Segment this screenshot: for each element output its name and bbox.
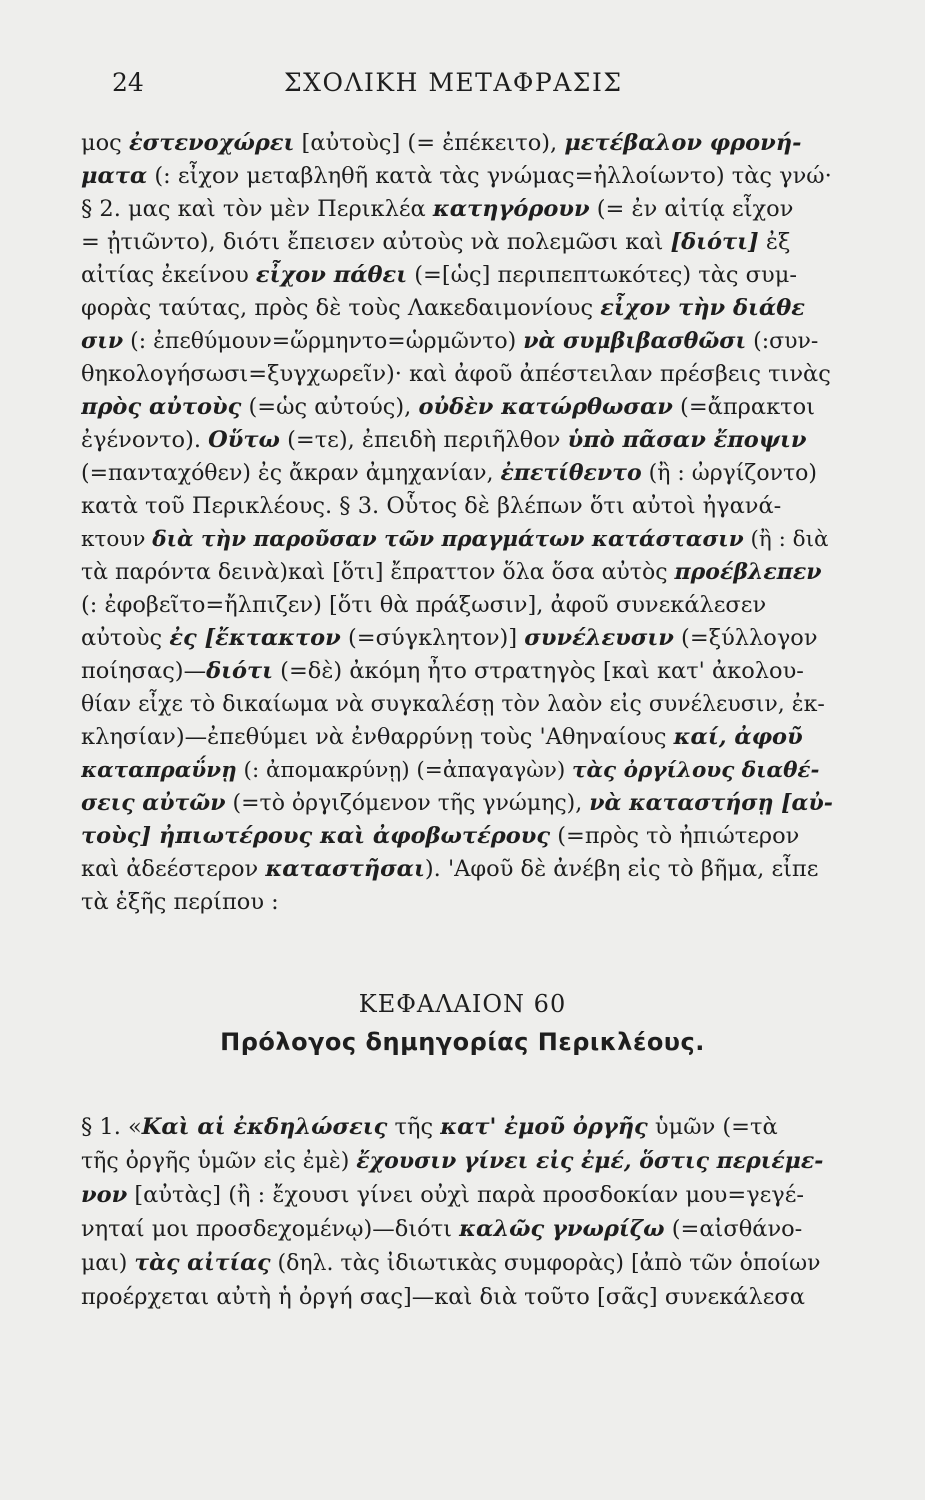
text-line [81, 755, 833, 786]
bold-italic-term: καί, ἀφοῦ [673, 724, 803, 750]
text-run: (δηλ. τὰς ἰδιωτικὰς συμφορὰς) [ἀπὸ τῶν ὁποίων [270, 1251, 821, 1276]
text-run: θηκολογήσωσι=ξυγχωρεῖν)· καὶ ἀφοῦ ἀπέστειλαν πρέσβεις τινὰς [81, 361, 831, 387]
text-run: (: ἐπεθύμουν=ὥρμηντο=ὡρμῶντο) [123, 329, 524, 354]
text-line [81, 359, 833, 390]
bold-italic-term: ἔχουσιν γίνει εἰς ἐμέ, ὅστις περιέμε- [356, 1148, 824, 1174]
text-run: αὐτοὺς [81, 625, 170, 651]
bold-italic-term: καταπραΰνῃ [81, 758, 237, 783]
text-line [81, 161, 833, 192]
text-run: [αὐτοὺς] (= ἐπέκειτο), [294, 130, 565, 156]
bold-italic-term: εἶχον τὴν διάθε [600, 295, 805, 321]
text-line [81, 1248, 833, 1279]
bold-italic-term: ἐπετίθεντο [500, 460, 642, 486]
text-line [81, 887, 833, 918]
text-line [81, 788, 833, 819]
bold-italic-term: σιν [81, 328, 124, 354]
text-run: τὰ ἑξῆς περίπου : [81, 889, 279, 915]
text-run: (=ξύλλογον [673, 625, 818, 651]
text-run: ). 'Αφοῦ δὲ ἀνέβη εἰς τὸ βῆμα, εἶπε [424, 856, 819, 882]
text-run: (: ἐφοβεῖτο=ἤλπιζεν) [ὅτι θὰ πράξωσιν], ἀφοῦ συνεκάλεσεν [81, 592, 767, 618]
text-run: § 2. μας καὶ τὸν μὲν Περικλέα [81, 196, 433, 222]
text-run: μος [81, 130, 129, 156]
text-run: κτουν [81, 527, 153, 552]
text-line [81, 128, 833, 159]
text-run: θίαν εἶχε τὸ δικαίωμα νὰ συγκαλέσῃ τὸν λαὸν εἰς συνέλευσιν, ἐκ- [81, 692, 825, 717]
text-run: [αὐτὰς] (ἢ : ἔχουσι γίνει οὐχὶ παρὰ προσδοκίαν μου=γεγέ- [127, 1182, 805, 1208]
text-line [81, 557, 833, 588]
text-line [81, 689, 833, 720]
chapter-subtitle: Πρόλογος δημηγορίας Περικλέους. [220, 1028, 705, 1056]
text-line [81, 722, 833, 753]
text-run: φορὰς ταύτας, πρὸς δὲ τοὺς Λακεδαιμονίους [81, 295, 601, 321]
text-run: (=τε), ἐπειδὴ περιῆλθον [279, 427, 568, 453]
bold-italic-term: νὰ συμβιβασθῶσι [523, 328, 747, 354]
page-header [112, 68, 832, 108]
bold-italic-term: κατ' ἐμοῦ ὀργῆς [440, 1114, 648, 1140]
running-title: ΣΧΟΛΙΚΗ ΜΕΤΑΦΡΑΣΙΣ [284, 68, 623, 97]
text-run: (=σύγκλητον)] [340, 625, 525, 651]
chapter-heading: ΚΕΦΑΛΑΙΟΝ 60 [358, 990, 567, 1018]
bold-italic-term: προέβλεπεν [674, 559, 822, 585]
text-run: μαι) [81, 1251, 135, 1276]
bold-italic-term: ματα [81, 163, 148, 189]
text-run: (: εἶχον μεταβληθῆ κατὰ τὰς γνώμας=ἠλλοίωντο) τὰς γνώ· [147, 163, 832, 189]
bold-italic-term: Οὕτω [208, 427, 280, 453]
bold-italic-term: συνέλευσιν [524, 625, 674, 651]
text-run: (=ἄπρακτοι [672, 394, 815, 420]
text-line [81, 491, 833, 522]
text-line [81, 590, 833, 621]
text-run: αἰτίας ἐκείνου [81, 262, 256, 288]
bold-italic-term: σεις αὐτῶν [81, 790, 226, 816]
bold-italic-term: οὐδὲν κατώρθωσαν [418, 394, 673, 420]
text-run: = ᾐτιῶντο), διότι ἔπεισεν αὐτοὺς νὰ πολεμῶσι καὶ [81, 229, 671, 255]
text-run: (ἢ : ὠργίζοντο) [641, 461, 817, 486]
bold-italic-term: καταστῆσαι [265, 856, 425, 882]
bold-italic-term: διότι [206, 658, 274, 684]
text-run: τὰ παρόντα δεινὰ)καὶ [ὅτι] ἔπραττον ὅλα ὅσα αὐτὸς [81, 560, 675, 585]
text-line [81, 293, 833, 324]
text-run: νηταί μοι προσδεχομένῳ)—διότι [81, 1216, 460, 1242]
text-run: (:συν- [746, 329, 819, 354]
bold-italic-term: ἐς [ἔκτακτον [169, 625, 341, 651]
text-run: ὑμῶν (=τὰ [647, 1114, 778, 1140]
text-line [81, 1282, 833, 1313]
page-number: 24 [112, 68, 144, 97]
bold-italic-term: [διότι] [670, 229, 759, 255]
text-run: (: ἀπομακρύνῃ) (=ἀπαγαγὼν) [236, 758, 573, 783]
text-run: καὶ ἀδεέστερον [81, 856, 266, 882]
text-line [81, 326, 833, 357]
text-run: (=τὸ ὀργιζόμενον τῆς γνώμης), [225, 791, 590, 816]
text-run: § 1. « [81, 1114, 142, 1140]
text-run: (=πρὸς τὸ ἠπιώτερον [550, 823, 800, 849]
text-run: (=πανταχόθεν) ἐς ἄκραν ἀμηχανίαν, [81, 461, 501, 486]
text-line [81, 821, 833, 852]
text-line [81, 524, 833, 555]
text-run: τῆς ὀργῆς ὑμῶν εἰς ἐμὲ) [81, 1149, 357, 1174]
text-run: (=ὡς αὐτούς), [241, 394, 419, 420]
text-line [81, 656, 833, 687]
bold-italic-term: Καὶ αἱ ἐκδηλώσεις [141, 1114, 388, 1140]
bold-italic-term: μετέβαλον φρονή- [564, 130, 802, 156]
text-run: προέρχεται αὐτὴ ἡ ὀργή σας]—καὶ διὰ τοῦτο [σᾶς] συνεκάλεσα [81, 1284, 805, 1310]
bold-italic-term: τὰς αἰτίας [134, 1250, 271, 1276]
text-line [81, 260, 833, 291]
text-run: (=δὲ) ἀκόμη ἦτο στρατηγὸς [καὶ κατ' ἀκολου- [273, 658, 804, 684]
text-run: τῆς [387, 1114, 441, 1140]
bold-italic-term: τὰς ὀργίλους διαθέ- [572, 758, 820, 783]
text-line [81, 854, 833, 885]
text-line [81, 194, 833, 225]
text-run: ἐγένοντο). [81, 427, 209, 453]
text-run: (=αἰσθάνο- [664, 1216, 803, 1242]
text-run: ἐξ [758, 229, 791, 255]
text-run: (ἢ : διὰ [743, 527, 829, 552]
bold-italic-term: ἐστενοχώρει [128, 130, 295, 156]
text-line [81, 1180, 833, 1211]
text-line [81, 227, 833, 258]
text-run: ποίησας)— [81, 658, 207, 684]
bold-italic-term: πρὸς αὐτοὺς [81, 394, 242, 420]
text-line [81, 392, 833, 423]
bold-italic-term: νὰ καταστήσῃ [αὐ- [589, 790, 833, 816]
text-run: κλησίαν)—ἐπεθύμει νὰ ἐνθαρρύνῃ τοὺς 'Αθηναίους [81, 724, 674, 750]
bold-italic-term: νον [81, 1182, 128, 1208]
text-run: (=[ὡς] περιπεπτωκότες) τὰς συμ- [407, 262, 797, 288]
bold-italic-term: κατηγόρουν [432, 196, 590, 222]
text-line [81, 1112, 833, 1143]
text-run: (= ἐν αἰτίᾳ εἶχον [589, 196, 794, 222]
text-line [81, 458, 833, 489]
bold-italic-term: τοὺς] ἠπιωτέρους καὶ ἀφοβωτέρους [81, 823, 551, 849]
text-line [81, 1214, 833, 1245]
bold-italic-term: εἶχον πάθει [255, 262, 408, 288]
text-line [81, 1146, 833, 1177]
bold-italic-term: ὑπὸ πᾶσαν ἔποψιν [567, 427, 807, 453]
bold-italic-term: καλῶς γνωρίζω [459, 1216, 665, 1242]
text-line [81, 623, 833, 654]
bold-italic-term: διὰ τὴν παροῦσαν τῶν πραγμάτων κατάστασιν [152, 527, 744, 552]
text-run: κατὰ τοῦ Περικλέους. § 3. Οὗτος δὲ βλέπων ὅτι αὐτοὶ ἠγανά- [81, 493, 782, 519]
text-line [81, 425, 833, 456]
